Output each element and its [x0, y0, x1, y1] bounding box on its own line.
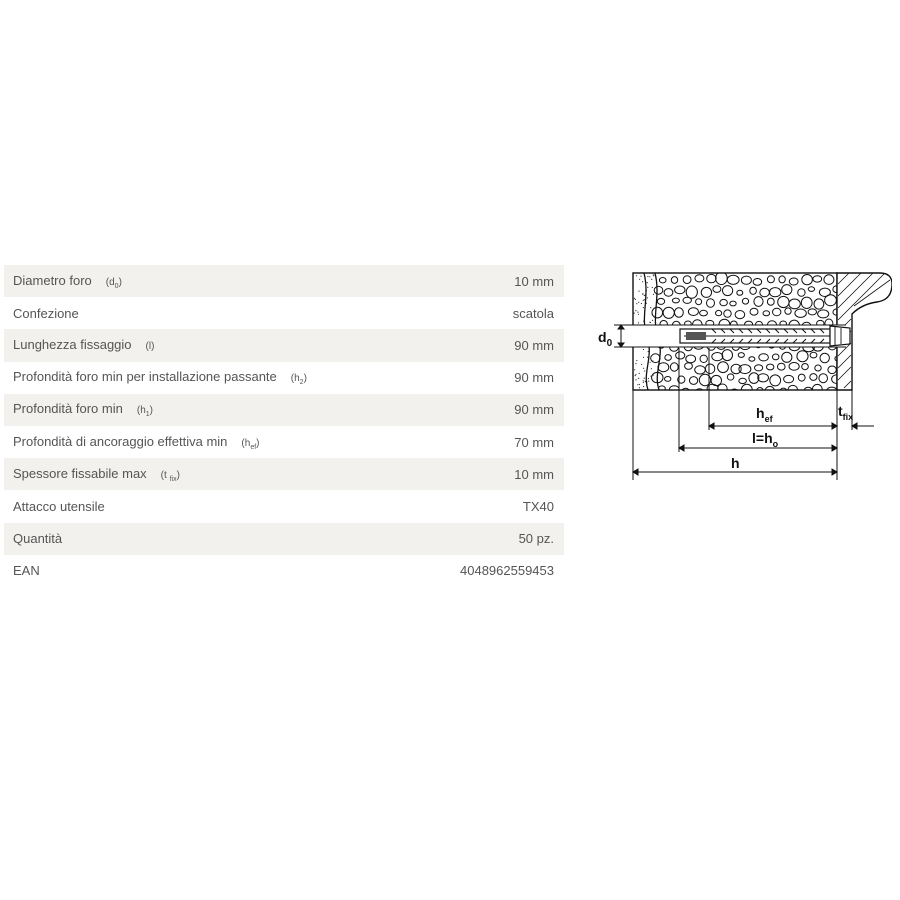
spec-row	[4, 523, 564, 555]
spec-label: EAN	[13, 563, 40, 579]
spec-value: 10 mm	[421, 265, 564, 297]
spec-symbol-sub: 0	[114, 282, 119, 290]
label-tfix: $t_{fix}$	[838, 403, 854, 422]
spec-symbol-sub: fix	[169, 475, 177, 483]
spec-symbol-sub: 1	[145, 411, 150, 419]
spec-label-cell	[4, 458, 421, 490]
spec-row	[4, 394, 564, 426]
label-d0: $d_0$	[598, 329, 613, 349]
spec-symbol-main: t	[164, 469, 170, 481]
spec-label-cell	[4, 394, 421, 426]
spec-label: Confezione	[13, 305, 79, 321]
label-h: h	[731, 455, 740, 471]
spec-symbol: (l)	[145, 340, 155, 352]
label-l-h0: $l=h_o$	[752, 430, 779, 449]
label-hef: $h_{ef}$	[756, 405, 773, 424]
spec-row	[4, 426, 564, 458]
spec-value: scatola	[421, 297, 564, 329]
spec-row	[4, 265, 564, 297]
installation-diagram	[592, 262, 892, 492]
spec-symbol-main: h	[294, 373, 300, 385]
anchor-screw	[632, 325, 850, 347]
spec-row	[4, 458, 564, 490]
spec-label-cell	[4, 426, 421, 458]
spec-label-cell	[4, 362, 421, 394]
spec-label: Quantità	[13, 531, 63, 547]
spec-symbol: $(h_{ef})$	[241, 437, 260, 451]
spec-value: 90 mm	[421, 329, 564, 361]
spec-label-cell	[4, 555, 421, 587]
spec-symbol-sub: 2	[299, 379, 304, 387]
spec-symbol: (t $_{fix}$)	[160, 469, 180, 483]
spec-value: 70 mm	[421, 426, 564, 458]
spec-symbol: $(h_2)$	[290, 373, 307, 387]
spec-label: Lunghezza fissaggio	[13, 336, 132, 352]
spec-label: Diametro foro	[13, 272, 92, 288]
spec-row	[4, 297, 564, 329]
spec-label: Profondità foro min per installazione passante	[13, 369, 277, 385]
spec-row	[4, 362, 564, 394]
spec-symbol-main: h	[244, 437, 251, 449]
spec-symbol: $(h_1)$	[136, 405, 153, 419]
spec-label-cell	[4, 523, 421, 555]
spec-symbol: $(d_0)$	[105, 276, 122, 290]
spec-value: 90 mm	[421, 362, 564, 394]
spec-label: Profondità foro min	[13, 401, 123, 417]
spec-symbol-main: d	[109, 276, 115, 288]
spec-label: Profondità di ancoraggio effettiva min	[13, 433, 228, 449]
spec-value: 50 pz.	[421, 523, 564, 555]
spec-table	[4, 265, 564, 587]
spec-label: Attacco utensile	[13, 498, 105, 514]
spec-value: 4048962559453	[421, 555, 564, 587]
spec-symbol-main: l	[148, 340, 152, 352]
spec-row	[4, 490, 564, 522]
spec-symbol-main: h	[140, 405, 146, 417]
spec-value: TX40	[421, 490, 564, 522]
spec-row	[4, 555, 564, 587]
spec-row	[4, 329, 564, 361]
spec-label-cell	[4, 265, 421, 297]
spec-value: 90 mm	[421, 394, 564, 426]
spec-label-cell	[4, 490, 421, 522]
spec-value: 10 mm	[421, 458, 564, 490]
spec-label-cell	[4, 297, 421, 329]
spec-label: Spessore fissabile max	[13, 465, 147, 481]
spec-label-cell	[4, 329, 421, 361]
spec-symbol-sub: ef	[250, 443, 257, 451]
